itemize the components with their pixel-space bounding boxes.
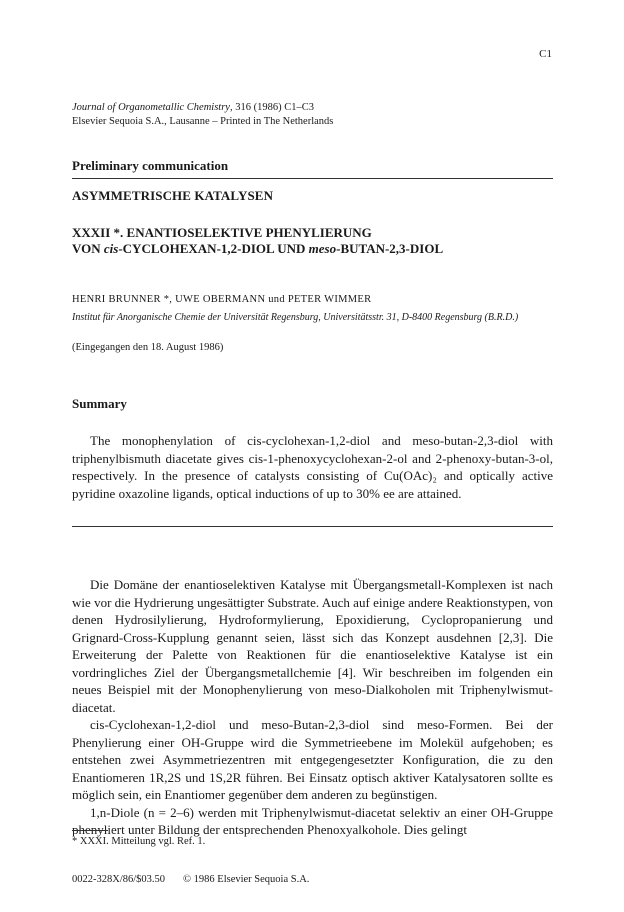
body-paragraph: 1,n-Diole (n = 2–6) werden mit Triphenylwismut-diacetat selektiv an einer OH-Gruppe phenyliert unter Bildung der entsprechenden Phenoxyalkohole. Dies gelingt	[72, 804, 553, 837]
body-paragraph: cis-Cyclohexan-1,2-diol und meso-Butan-2,3-diol sind meso-Formen. Bei der Phenylierung einer OH-Gruppe wird die Symmetrieebene im Molekül aufgehoben; es entstehen zwei Asymmetriezentren mit entgegengesetzter Konfiguration, die zu den Enantiomeren 1R,2S und 1S,2R führen. Bei Einsatz optisch aktiver Katalysatoren sollte es möglich sein, ein Enantiomer gegenüber dem anderen zu begünstigen.	[72, 717, 553, 802]
article-title	[72, 225, 443, 257]
header-rule	[72, 178, 553, 179]
authors: HENRI BRUNNER *, UWE OBERMANN und PETER WIMMER	[72, 294, 372, 305]
body-text	[72, 576, 553, 839]
summary-heading: Summary	[72, 396, 127, 411]
title-fragment-italic: cis	[103, 241, 119, 256]
summary-text	[72, 432, 553, 502]
summary-paragraph: The monophenylation of cis-cyclohexan-1,2-diol and meso-butan-2,3-diol with triphenylbismuth diacetate gives cis-1-phenoxycyclohexan-2-ol and 2-phenoxy-butan-3-ol, respectively. In the presence of catalysts consisting of Cu(OAc)₂ and optically active pyridine oxazoline ligands, optical inductions of up to 30% ee are attained.	[72, 433, 553, 501]
publisher-line: Elsevier Sequoia S.A., Lausanne – Printed in The Netherlands	[72, 116, 334, 127]
title-fragment-italic: meso	[308, 241, 337, 256]
series-title: ASYMMETRISCHE KATALYSEN	[72, 188, 274, 203]
title-line-1: XXXII *. ENANTIOSELEKTIVE PHENYLIERUNG	[72, 225, 372, 240]
title-line-2	[72, 241, 443, 257]
affiliation: Institut für Anorganische Chemie der Universität Regensburg, Universitätsstr. 31, D-8400 Regensburg (B.R.D.)	[72, 312, 519, 323]
journal-info	[72, 101, 333, 129]
title-fragment: VON	[72, 241, 104, 256]
received-date: (Eingegangen den 18. August 1986)	[72, 342, 224, 353]
journal-citation: , 316 (1986) C1–C3	[229, 102, 314, 113]
footnote: * XXXI. Mitteilung vgl. Ref. 1.	[72, 836, 206, 847]
issn-code: 0022-328X/86/$03.50	[72, 874, 166, 885]
copyright-text: © 1986 Elsevier Sequoia S.A.	[183, 874, 310, 885]
copyright-line	[72, 874, 327, 885]
summary-rule	[72, 526, 553, 527]
footnote-rule	[72, 830, 108, 831]
title-fragment: -BUTAN-2,3-DIOL	[336, 241, 444, 256]
journal-name: Journal of Organometallic Chemistry	[72, 102, 230, 113]
body-paragraph: Die Domäne der enantioselektiven Katalyse mit Übergangsmetall-Komplexen ist nach wie vor die Hydrierung ungesättigter Substrate. Auch auf einige andere Reaktionstypen, von denen Hydrosilylierung, Hydroformylierung, Epoxidierung, Cyclopropanierung und Grignard-Cross-Kupplung genannt seien, lässt sich das Konzept ausdehnen [2,3]. Die Erweiterung der Palette von Reaktionen für die enantioselektive Katalyse ist ein vordringliches Ziel der Übergangsmetallchemie [4]. Wir beschreiben im folgenden ein neues Beispiel mit der Monophenylierung von meso-Dialkoholen mit Triphenylwismut-diacetat.	[72, 577, 553, 715]
page-number: C1	[539, 48, 552, 60]
title-fragment: -CYCLOHEXAN-1,2-DIOL UND	[118, 241, 309, 256]
section-label: Preliminary communication	[72, 158, 229, 173]
